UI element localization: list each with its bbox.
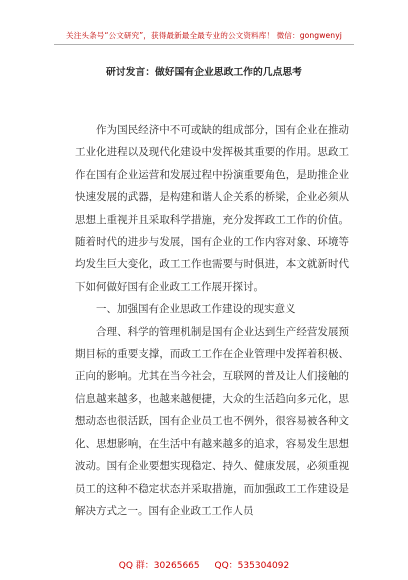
page-footer	[0, 558, 408, 571]
header-divider	[54, 44, 354, 45]
document-title: 研讨发言：做好国有企业思政工作的几点思考	[106, 67, 302, 78]
document-body	[75, 119, 349, 522]
section-heading: 一、加强国有企业思政工作建设的现实意义	[96, 303, 296, 316]
footer-qq: QQ：535304092	[214, 561, 290, 571]
intro-paragraph: 作为国民经济中不可或缺的组成部分，国有企业在推动工业化进程以及现代化建设中发挥极其重要的作用。思政工作在国有企业运营和发展过程中扮演重要角色，是助推企业快速发展的武器，是构建和谐人企关系的桥梁，企业必须从思想上重视并且采取科学措施，充分发挥政工工作的价值。随着时代的进步与发展，国有企业的工作内容对象、环境等均发生巨大变化，政工工作也需要与时俱进，本文就新时代下如何做好国有企业政工工作展开探讨。	[75, 124, 349, 293]
page-header: 关注头条号“公文研究”，获得最新最全最专业的公文资料库！ 微信：gongwenyj	[66, 31, 342, 40]
body-paragraph: 合理、科学的管理机制是国有企业达到生产经营发展预期目标的重要支撑，而政工工作在企业管理中发挥着积极、正向的影响。尤其在当今社会，互联网的普及让人们接触的信息越来越多，也越来越便捷，大众的生活趋向多元化，思想动态也很活跃，国有企业员工也不例外，很容易被各种文化、思想影响，在生活中有越来越多的追求，容易发生思想波动。国有企业要想实现稳定、持久、健康发展，必须重视员工的这种不稳定状态并采取措施，而加强政工工作建设是解决方式之一。国有企业政工工作人员	[75, 325, 349, 517]
footer-qq-group: QQ 群：30265665	[118, 561, 200, 571]
